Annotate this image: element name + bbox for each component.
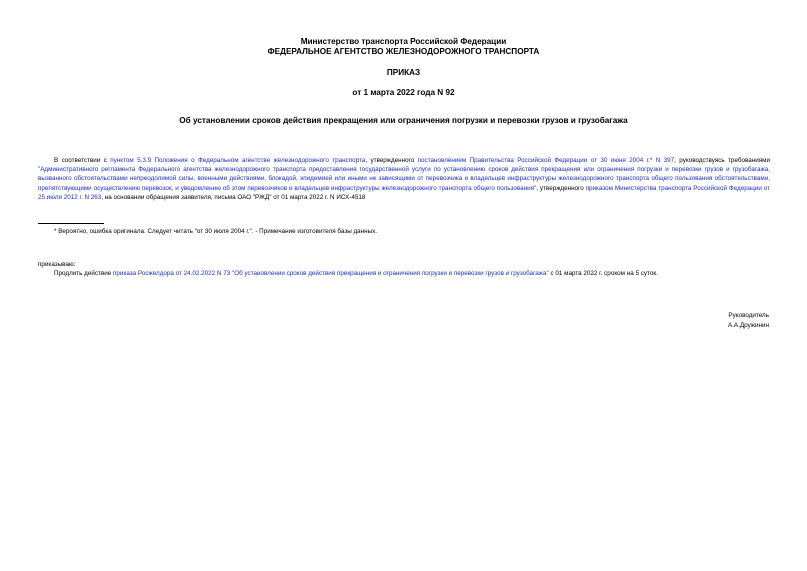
document-title: Об установлении сроков действия прекращения или ограничения погрузки и перевозки грузов и грузобагажа	[179, 116, 628, 125]
order-text-1: Продлить действие	[54, 270, 114, 277]
signatory-title: Руководитель	[728, 312, 769, 319]
preamble-text-1: В соответствии с	[54, 157, 111, 164]
link-administrative-regulation[interactable]: "Административного регламента Федерального агентства железнодорожного транспорта предоставления государственной услуги по установлению сроков действия прекращения или ограничения погрузки и перевозки грузов и грузобагажа, вызванного обстоятельствами непреодолимой силы, военными действиями, блокадой, эпидемией или иными не зависящими от перевозчика и владельцев инфраструктуры железнодорожного транспорта общего пользования обстоятельствами, препятствующими осуществлению перевозок, и уведомлению об этом перевозчиков и владельцев инфраструктуры железнодорожного транспорта общего пользования"	[38, 166, 770, 192]
preamble-text-5: , на основании обращения заявителя, письма ОАО "РЖД" от 01 марта 2022 г. N ИСХ-4518	[101, 193, 366, 201]
order-paragraph	[54, 270, 658, 277]
preamble-text-4: , утвержденного	[536, 184, 586, 192]
document-type: ПРИКАЗ	[386, 68, 421, 77]
ministry-name: Министерство транспорта Российской Федерации	[300, 37, 507, 46]
link-previous-order[interactable]: приказа Росжелдора от 24.02.2022 N 73 "Об установлении сроков действия прекращения и ограничения погрузки и перевозки грузов и грузобагажа"	[113, 270, 549, 277]
order-text-2: с 01 марта 2022 г. сроком на 5 суток.	[548, 270, 658, 277]
link-government-resolution[interactable]: постановлением Правительства Российской Федерации от 30 июня 2004 г.* N 397	[417, 157, 675, 164]
agency-name: ФЕДЕРАЛЬНОЕ АГЕНТСТВО ЖЕЛЕЗНОДОРОЖНОГО ТРАНСПОРТА	[267, 47, 540, 56]
preamble-text-2: , утвержденного	[365, 157, 418, 164]
footnote: * Вероятно, ошибка оригинала. Следует читать "от 30 июля 2004 г.". - Примечание изготовителя базы данных.	[54, 228, 378, 235]
footnote-divider	[38, 223, 104, 224]
link-regulation-clause[interactable]: пунктом 5.3.9 Положения о Федеральном агентстве железнодорожного транспорта	[110, 157, 366, 164]
link-ministry-order[interactable]: приказом Министерства транспорта Российской Федерации от 25 июля 2012 г. N 263	[38, 184, 770, 201]
document-date: от 1 марта 2022 года N 92	[352, 88, 455, 97]
decree-word: приказываю:	[38, 261, 76, 268]
preamble-paragraph	[38, 156, 770, 202]
preamble-text-3: , руководствуясь требованиями	[674, 157, 770, 164]
signatory-name: А.А.Дружинин	[727, 322, 769, 329]
